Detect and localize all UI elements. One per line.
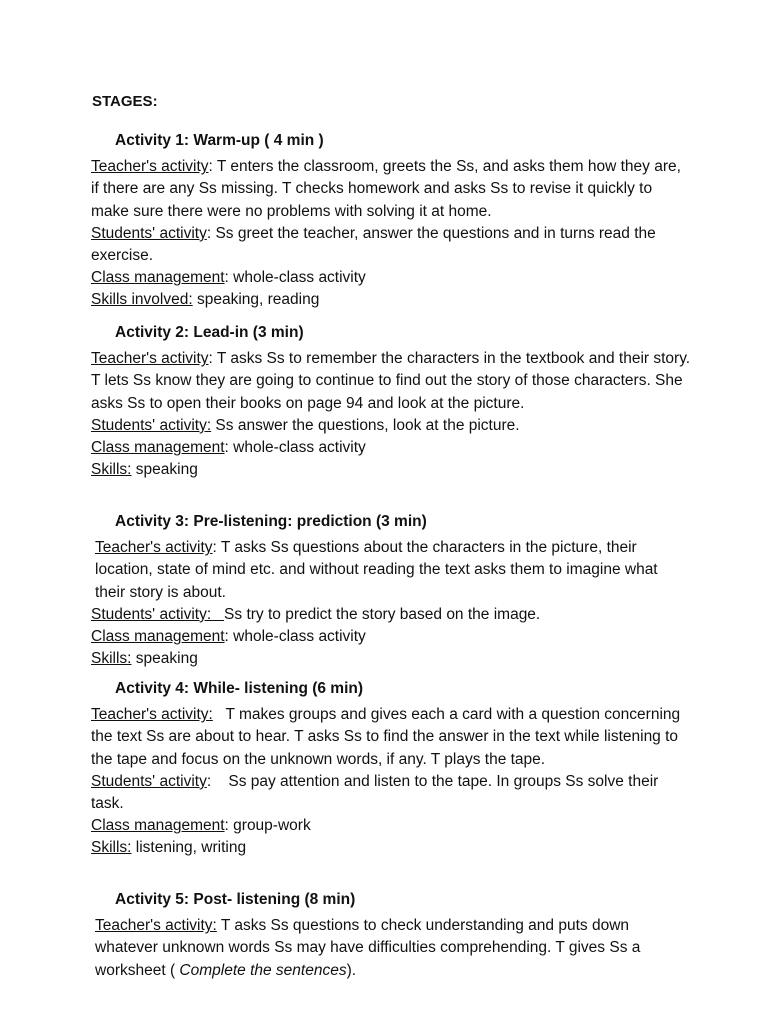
teacher-text: : T asks Ss questions about the characters in the picture, their location, state of mind etc. and without reading the text asks them to imagine what their story is about. — [95, 539, 658, 601]
teacher-label: Teacher's activity: — [95, 917, 217, 935]
students-activity — [91, 604, 691, 626]
skills-text: speaking — [131, 461, 198, 479]
teacher-activity — [91, 348, 691, 415]
teacher-activity — [91, 915, 691, 982]
class-text: : whole-class activity — [224, 628, 366, 646]
class-label: Class management — [91, 817, 225, 835]
students-activity — [91, 223, 691, 267]
teacher-label: Teacher's activity — [91, 158, 209, 176]
skills-label: Skills: — [91, 839, 132, 857]
stages-heading: STAGES: — [92, 93, 158, 110]
teacher-activity — [91, 156, 691, 223]
teacher-text: : T enters the classroom, greets the Ss, and asks them how they are, if there are any Ss missing. T checks homework and asks Ss to revise it quickly to make sure there were no problems with solving it at home. — [91, 158, 681, 220]
teacher-label: Teacher's activity — [95, 539, 213, 557]
activity-2 — [91, 322, 691, 481]
teacher-text: T asks Ss questions to check understanding and puts down whatever unknown words Ss may have difficulties comprehending. T gives Ss a worksheet ( — [95, 917, 641, 979]
students-text: Ss try to predict the story based on the image. — [224, 605, 541, 623]
class-management — [91, 626, 691, 648]
activity-1 — [91, 130, 691, 312]
class-text: : whole-class activity — [224, 269, 366, 287]
students-label: Students' activity: — [91, 605, 225, 623]
activity-5 — [91, 889, 691, 982]
students-text: : Ss pay attention and listen to the tape. In groups Ss solve their task. — [91, 772, 663, 813]
teacher-text: : T asks Ss to remember the characters in the textbook and their story. T lets Ss know they are going to continue to find out the story of those characters. She asks Ss to open their books on page 94 and look at the picture. — [91, 350, 691, 412]
teacher-italic-text: Complete the sentences — [179, 961, 347, 979]
students-label: Students' activity — [91, 224, 207, 242]
activity-3 — [91, 511, 691, 670]
class-label: Class management — [91, 628, 225, 646]
skills — [91, 459, 691, 481]
skills-text: speaking, reading — [192, 291, 320, 309]
teacher-end-text: ). — [346, 961, 357, 979]
teacher-label: Teacher's activity — [91, 350, 209, 368]
class-text: : whole-class activity — [224, 439, 366, 457]
students-activity — [91, 771, 691, 815]
skills — [91, 289, 691, 311]
activity-title: Activity 1: Warm-up ( 4 min ) — [115, 132, 324, 149]
teacher-activity — [91, 537, 691, 604]
class-label: Class management — [91, 269, 225, 287]
activity-title: Activity 3: Pre-listening: prediction (3 min) — [115, 513, 427, 530]
class-text: : group-work — [224, 817, 311, 835]
students-activity — [91, 415, 691, 437]
teacher-label: Teacher's activity: — [91, 706, 213, 724]
class-management — [91, 815, 691, 837]
class-management — [91, 267, 691, 289]
skills-label: Skills: — [91, 461, 132, 479]
class-management — [91, 437, 691, 459]
activity-title: Activity 4: While- listening (6 min) — [115, 680, 364, 697]
students-text: Ss answer the questions, look at the picture. — [211, 416, 520, 434]
activity-4 — [91, 678, 691, 860]
teacher-activity — [91, 704, 691, 771]
skills-text: listening, writing — [131, 839, 247, 857]
skills — [91, 837, 691, 859]
skills-label: Skills involved: — [91, 291, 193, 309]
students-label: Students' activity: — [91, 416, 212, 434]
activity-title: Activity 5: Post- listening (8 min) — [115, 891, 356, 908]
teacher-text: T makes groups and gives each a card with a question concerning the text Ss are about to hear. T asks Ss to find the answer in the text while listening to the tape and focus on the unknown words, if any. T plays the tape. — [91, 706, 685, 768]
skills-text: speaking — [131, 650, 198, 668]
students-text: : Ss greet the teacher, answer the questions and in turns read the exercise. — [91, 224, 656, 265]
class-label: Class management — [91, 439, 225, 457]
students-label: Students' activity — [91, 772, 207, 790]
skills-label: Skills: — [91, 650, 132, 668]
skills — [91, 648, 691, 670]
activity-title: Activity 2: Lead-in (3 min) — [115, 324, 304, 341]
